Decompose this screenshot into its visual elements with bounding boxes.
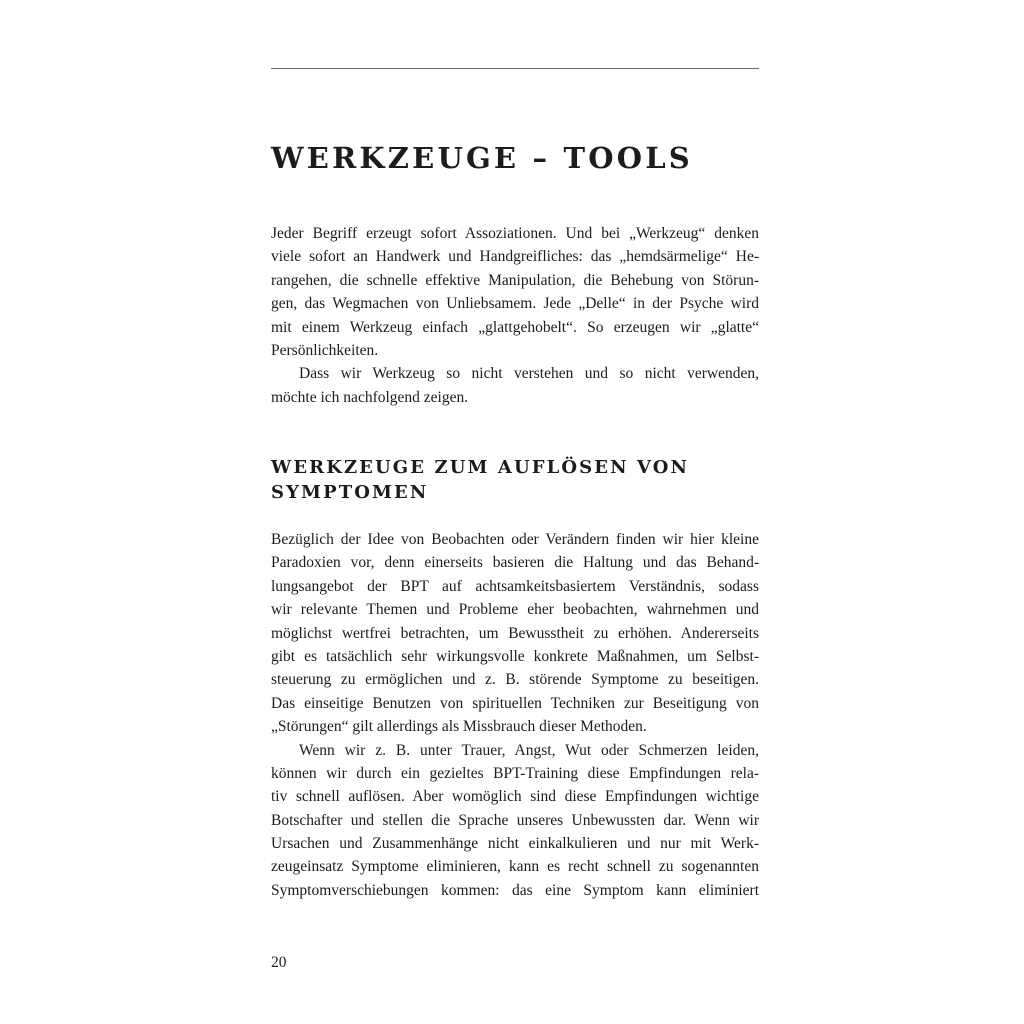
text-line: wir relevante Themen und Probleme eher beobachten, wahrnehmen und (271, 601, 759, 619)
text-line: Jeder Begriff erzeugt sofort Assoziationen. Und bei „Werkzeug“ denken (271, 225, 759, 242)
paragraph (271, 362, 759, 409)
text-line: können wir durch ein gezieltes BPT-Training diese Empfindungen rela- (271, 764, 759, 782)
text-line: Paradoxien vor, denn einerseits basieren die Haltung und das Behand- (271, 554, 759, 572)
section-text-block (271, 528, 759, 902)
text-line: gibt es tatsächlich sehr wirkungsvolle konkrete Maßnahmen, um Selbst- (271, 647, 759, 665)
text-line: gen, das Wegmachen von Unliebsamem. Jede „Delle“ in der Psyche wird (271, 295, 759, 313)
section-title-line: WERKZEUGE ZUM AUFLÖSEN VON (271, 457, 690, 478)
text-line: Ursachen und Zusammenhänge nicht einkalkulieren und nur mit Werk- (271, 835, 759, 853)
text-line: mit einem Werkzeug einfach „glattgehobelt“. So erzeugen wir „glatte“ (271, 318, 759, 336)
text-line: zeugeinsatz Symptome eliminieren, kann es recht schnell zu sogenannten (271, 858, 759, 876)
header-rule (271, 68, 759, 69)
text-line: möchte ich nachfolgend zeigen. (271, 388, 469, 406)
text-line: rangehen, die schnelle effektive Manipulation, die Behebung von Störun- (271, 271, 759, 289)
text-line: Wenn wir z. B. unter Trauer, Angst, Wut oder Schmerzen leiden, (299, 741, 759, 759)
text-line: Persönlichkeiten. (271, 341, 379, 359)
intro-text-block (271, 222, 759, 409)
section-title-line: SYMPTOMEN (271, 482, 429, 503)
text-line: viele sofort an Handwerk und Handgreifliches: das „hemdsärmelige“ He- (271, 248, 759, 266)
paragraph (271, 739, 759, 903)
text-line: lungsangebot der BPT auf achtsamkeitsbasiertem Verständnis, sodass (271, 577, 759, 595)
text-line: Bezüglich der Idee von Beobachten oder Verändern finden wir hier kleine (271, 531, 759, 548)
paragraph (271, 222, 759, 362)
text-line: möglichst wertfrei betrachten, um Bewusstheit zu erhöhen. Andererseits (271, 624, 759, 642)
text-line: Symptomverschiebungen kommen: das eine Symptom kann eliminiert (271, 881, 759, 899)
chapter-title: WERKZEUGE – TOOLS (271, 141, 693, 175)
paragraph (271, 528, 759, 739)
text-line: tiv schnell auflösen. Aber womöglich sind diese Empfindungen wichtige (271, 788, 759, 806)
page-number: 20 (271, 954, 287, 971)
text-line: Dass wir Werkzeug so nicht verstehen und so nicht verwenden, (299, 365, 759, 383)
section-title (271, 455, 689, 505)
text-line: Botschafter und stellen die Sprache unseres Unbewussten dar. Wenn wir (271, 811, 759, 829)
text-line: steuerung zu ermöglichen und z. B. störende Symptome zu beseitigen. (271, 671, 759, 689)
text-line: Das einseitige Benutzen von spirituellen Techniken zur Beseitigung von (271, 694, 759, 712)
text-line: „Störungen“ gilt allerdings als Missbrauch dieser Methoden. (271, 718, 647, 736)
